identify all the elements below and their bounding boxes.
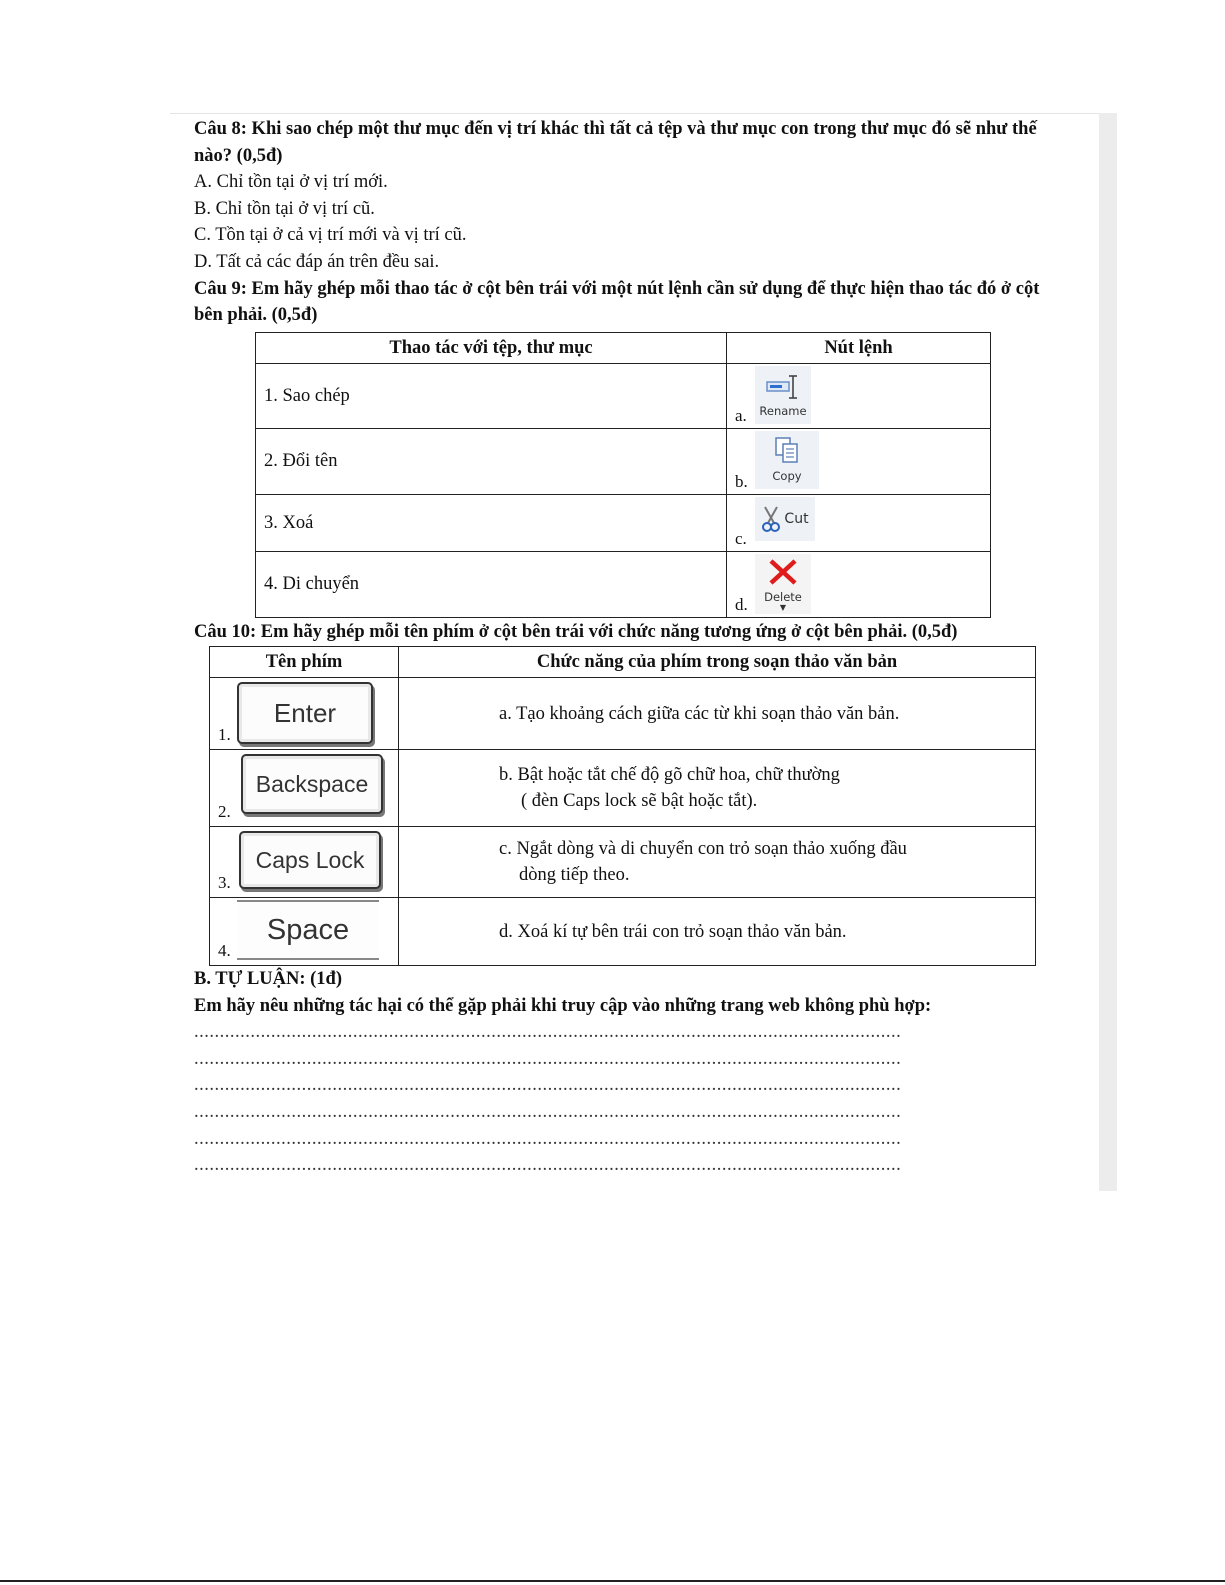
- q9-question: Câu 9: Em hãy ghép mỗi thao tác ở cột bên trái với một nút lệnh cần sử dụng để thực hiện thao tác đó ở cột bên phải. (0,5đ): [194, 278, 1040, 326]
- q9-action: 4. Di chuyển: [256, 552, 727, 618]
- q9-letter: b.: [735, 472, 748, 491]
- page-top-edge: [170, 113, 1099, 114]
- q10-function-cell: [399, 750, 1036, 827]
- rename-ribbon-button: [755, 366, 811, 424]
- q10-function-cell: [399, 898, 1036, 966]
- q8-option-b: B. Chỉ tồn tại ở vị trí cũ.: [194, 198, 375, 219]
- q10-key-number: 4.: [218, 941, 231, 960]
- q9-button-cell: [727, 364, 991, 429]
- q8-option-c: C. Tồn tại ở cả vị trí mới và vị trí cũ.: [194, 225, 467, 246]
- cut-label: Cut: [784, 511, 809, 527]
- page-side-shadow: [1099, 113, 1117, 1191]
- copy-icon: [772, 435, 802, 465]
- rename-label: Rename: [759, 404, 807, 418]
- q9-col-right-header: Nút lệnh: [727, 333, 991, 364]
- page-bottom-edge: [0, 1580, 1225, 1582]
- delete-ribbon-button: [755, 554, 811, 614]
- scissors-icon: [761, 505, 781, 533]
- q10-key-number: 1.: [218, 725, 231, 744]
- copy-ribbon-button: [755, 431, 819, 489]
- delete-x-icon: [767, 558, 799, 586]
- answer-line[interactable]: ..........................................................................................................................................: [194, 1128, 902, 1149]
- q9-button-cell: [727, 429, 991, 495]
- q10-function-line: b. Bật hoặc tắt chế độ gõ chữ hoa, chữ thường: [499, 765, 840, 785]
- answer-line[interactable]: ..........................................................................................................................................: [194, 1022, 902, 1043]
- q10-function-line: ( đèn Caps lock sẽ bật hoặc tắt).: [521, 791, 758, 811]
- question-block: [194, 116, 1054, 329]
- q10-function-line: dòng tiếp theo.: [519, 865, 630, 885]
- q10-col-left-header: Tên phím: [210, 647, 399, 678]
- q10-question: Câu 10: Em hãy ghép mỗi tên phím ở cột bên trái với chức năng tương ứng ở cột bên phải. (0,5đ): [194, 622, 958, 642]
- q9-letter: d.: [735, 595, 748, 614]
- q9-letter: a.: [735, 406, 747, 425]
- q9-letter: c.: [735, 529, 747, 548]
- essay-question: Em hãy nêu những tác hại có thể gặp phải khi truy cập vào những trang web không phù hợp:: [194, 995, 932, 1016]
- q9-button-cell: [727, 552, 991, 618]
- q9-action: 2. Đổi tên: [256, 429, 727, 495]
- q9-action: 1. Sao chép: [256, 364, 727, 429]
- q8-option-a: A. Chỉ tồn tại ở vị trí mới.: [194, 172, 388, 193]
- cut-ribbon-button: [755, 497, 815, 541]
- caps-lock-key: Caps Lock: [239, 831, 381, 889]
- q10-function-line: d. Xoá kí tự bên trái con trỏ soạn thảo văn bản.: [499, 921, 847, 942]
- copy-label: Copy: [772, 469, 802, 483]
- q10-key-cell: [210, 827, 399, 898]
- answer-line[interactable]: ..........................................................................................................................................: [194, 1075, 902, 1096]
- enter-key: Enter: [237, 682, 373, 744]
- essay-section: [194, 966, 1054, 1179]
- q10-key-cell: [210, 898, 399, 966]
- q10-function-cell: [399, 827, 1036, 898]
- backspace-key: Backspace: [241, 754, 383, 814]
- answer-line[interactable]: ..........................................................................................................................................: [194, 1155, 902, 1176]
- q9-button-cell: [727, 495, 991, 552]
- q10-key-cell: [210, 750, 399, 827]
- q8-question: Câu 8: Khi sao chép một thư mục đến vị trí khác thì tất cả tệp và thư mục con trong thư mục đó sẽ như thế nào? (0,5đ): [194, 119, 1037, 166]
- q9-matching-table: [255, 332, 991, 618]
- q9-col-left-header: Thao tác với tệp, thư mục: [256, 333, 727, 364]
- rename-icon: [765, 374, 801, 400]
- q10-col-right-header: Chức năng của phím trong soạn thảo văn bản: [399, 647, 1036, 678]
- q10-function-line: a. Tạo khoảng cách giữa các từ khi soạn thảo văn bản.: [499, 703, 900, 724]
- q8-option-d: D. Tất cả các đáp án trên đều sai.: [194, 251, 440, 272]
- answer-line[interactable]: ..........................................................................................................................................: [194, 1101, 902, 1122]
- q10-key-number: 2.: [218, 802, 231, 821]
- q10-key-number: 3.: [218, 873, 231, 892]
- dropdown-arrow-icon: ▼: [779, 603, 787, 612]
- space-key: Space: [237, 900, 379, 960]
- answer-line[interactable]: ..........................................................................................................................................: [194, 1048, 902, 1069]
- q10-function-cell: [399, 678, 1036, 750]
- q10-key-cell: [210, 678, 399, 750]
- q10-function-line: c. Ngắt dòng và di chuyển con trỏ soạn thảo xuống đầu: [499, 839, 907, 859]
- q10-matching-table: [209, 646, 1036, 966]
- essay-heading: B. TỰ LUẬN: (1đ): [194, 969, 343, 989]
- delete-label: Delete: [764, 590, 802, 604]
- q9-action: 3. Xoá: [256, 495, 727, 552]
